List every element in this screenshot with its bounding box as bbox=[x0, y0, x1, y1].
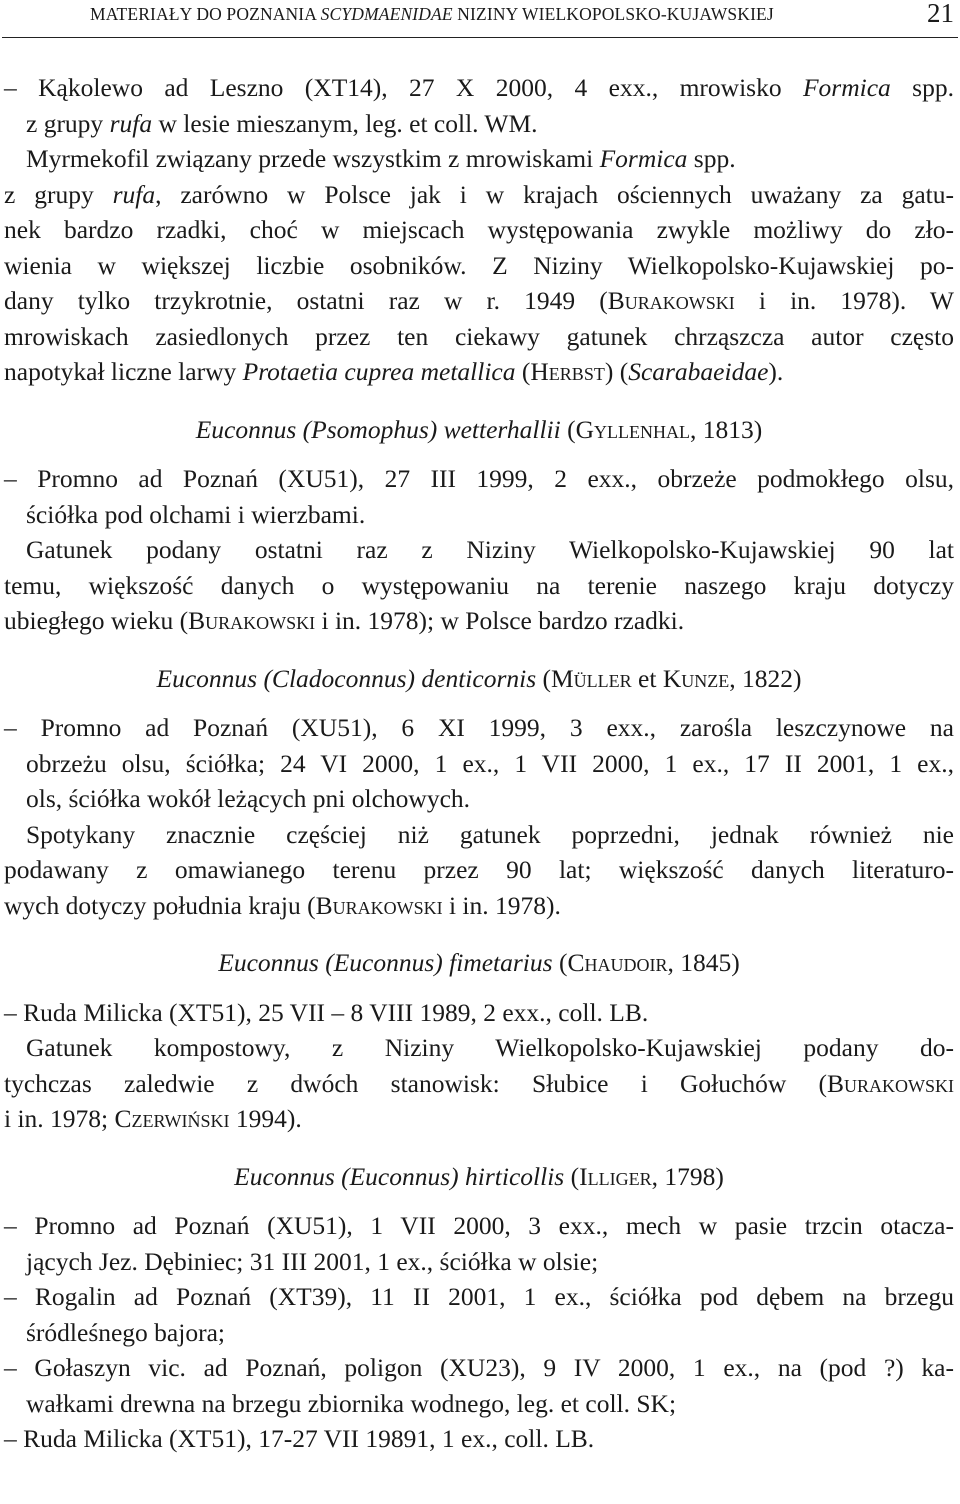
record-line: wałkami drewna na brzegu zbiornika wodnego, leg. et coll. SK; bbox=[26, 1388, 677, 1418]
record-line: ściółka pod olchami i wierzbami. bbox=[26, 499, 366, 529]
record-line: – Kąkolewo ad Leszno (XT14), 27 X 2000, 4 exx., mrowisko Formica spp. bbox=[4, 73, 954, 102]
record-block-1 bbox=[4, 70, 954, 390]
paragraph-line: i in. 1978; Czerwiński 1994). bbox=[4, 1104, 302, 1133]
running-head-text-end: NIZINY WIELKOPOLSKO-KUJAWSKIEJ bbox=[452, 4, 774, 24]
species-heading: Euconnus (Euconnus) fimetarius (Chaudoir, 1845) bbox=[218, 948, 740, 977]
record-line: – Gołaszyn vic. ad Poznań, poligon (XU23), 9 IV 2000, 1 ex., na (pod ?) ka- bbox=[4, 1353, 954, 1382]
record-line: – Promno ad Poznań (XU51), 1 VII 2000, 3 exx., mech w pasie trzcin otacza- bbox=[4, 1211, 954, 1240]
paragraph-line: temu, większość danych o występowaniu na terenie naszego kraju dotyczy bbox=[4, 570, 954, 600]
species-heading: Euconnus (Cladoconnus) denticornis (Müller et Kunze, 1822) bbox=[156, 663, 802, 693]
paragraph-line: dany tylko trzykrotnie, ostatni raz w r. 1949 (Burakowski i in. 1978). W bbox=[4, 286, 954, 315]
running-head-family: SCYDMAENIDAE bbox=[320, 4, 453, 24]
header-rule bbox=[2, 37, 958, 38]
record-line: jących Jez. Dębiniec; 31 III 2001, 1 ex., ściółka w olsie; bbox=[26, 1246, 599, 1276]
species-heading: Euconnus (Euconnus) hirticollis (Illiger, 1798) bbox=[234, 1161, 724, 1191]
paragraph-line: z grupy rufa, zarówno w Polsce jak i w krajach ościennych uważany za gatu- bbox=[4, 179, 954, 209]
paragraph-line: wienia w większej liczbie osobników. Z Niziny Wielkopolsko-Kujawskiej po- bbox=[4, 250, 954, 280]
record-line: obrzeżu olsu, ściółka; 24 VI 2000, 1 ex., 1 VII 2000, 1 ex., 17 II 2001, 1 ex., bbox=[26, 748, 954, 778]
paragraph-line: ubiegłego wieku (Burakowski i in. 1978); w Polsce bardzo rzadki. bbox=[4, 606, 685, 635]
species-heading: Euconnus (Psomophus) wetterhallii (Gyllenhal, 1813) bbox=[195, 414, 763, 444]
record-line: – Ruda Milicka (XT51), 17-27 VII 19891, 1 ex., coll. LB. bbox=[4, 1424, 595, 1453]
paragraph-line: podawany z omawianego terenu przez 90 lat; większość danych literaturo- bbox=[4, 855, 954, 884]
paragraph-line: Gatunek kompostowy, z Niziny Wielkopolsko-Kujawskiej podany do- bbox=[26, 1033, 954, 1062]
paragraph-line: Spotykany znacznie częściej niż gatunek poprzedni, jednak również nie bbox=[26, 819, 954, 849]
page-body bbox=[4, 70, 954, 1457]
paragraph-line: wych dotyczy południa kraju (Burakowski i in. 1978). bbox=[4, 890, 561, 920]
record-line: – Promno ad Poznań (XU51), 6 XI 1999, 3 exx., zarośla leszczynowe na bbox=[4, 713, 954, 742]
record-line: – Rogalin ad Poznań (XT39), 11 II 2001, 1 ex., ściółka pod dębem na brzegu bbox=[4, 1282, 954, 1311]
paragraph-line: tychczas zaledwie z dwóch stanowisk: Słubice i Gołuchów (Burakowski bbox=[4, 1068, 954, 1098]
record-line: – Ruda Milicka (XT51), 25 VII – 8 VIII 1989, 2 exx., coll. LB. bbox=[4, 997, 649, 1027]
paragraph-line: napotykał liczne larwy Protaetia cuprea metallica (Herbst) (Scarabaeidae). bbox=[4, 357, 784, 386]
record-line: – Promno ad Poznań (XU51), 27 III 1999, 2 exx., obrzeże podmokłego olsu, bbox=[4, 464, 954, 493]
record-line: z grupy rufa w lesie mieszanym, leg. et coll. WM. bbox=[26, 108, 538, 138]
record-line: śródleśnego bajora; bbox=[26, 1317, 225, 1347]
paragraph-line: Myrmekofil związany przede wszystkim z mrowiskami Formica spp. bbox=[26, 144, 736, 173]
running-head bbox=[90, 4, 885, 25]
paragraph-line: mrowiskach zasiedlonych przez ten ciekawy gatunek chrząszcza autor często bbox=[4, 321, 954, 351]
record-line: ols, ściółka wokół leżących pni olchowych. bbox=[26, 784, 471, 813]
running-head-text: MATERIAŁY DO POZNANIA bbox=[90, 4, 321, 24]
paragraph-line: Gatunek podany ostatni raz z Niziny Wielkopolsko-Kujawskiej 90 lat bbox=[26, 535, 954, 564]
page-number: 21 bbox=[927, 0, 954, 28]
paragraph-line: nek bardzo rzadki, choć w miejscach występowania zwykle możliwy do zło- bbox=[4, 215, 954, 244]
